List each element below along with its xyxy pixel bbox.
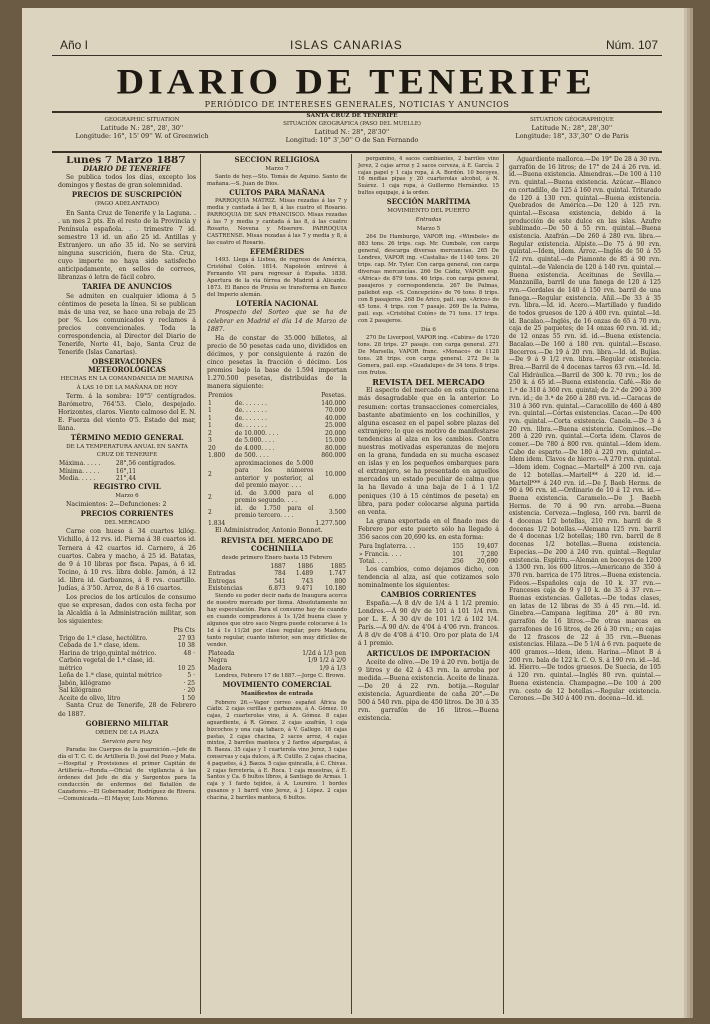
export-kilos: 19,407 bbox=[477, 543, 498, 551]
table-row bbox=[58, 657, 196, 665]
exchange-title: CAMBIOS CORRIENTES bbox=[380, 589, 477, 599]
temp-value: 28°,56 centígrados. bbox=[115, 460, 176, 468]
temp-label: Mínima. . . . . bbox=[59, 467, 100, 475]
subscription-title: PRECIOS DE SUSCRIPCIÓN bbox=[71, 190, 183, 200]
table-row bbox=[207, 505, 347, 520]
temp-label: Media. . . . . bbox=[59, 475, 96, 483]
cochi-cell: 784 bbox=[274, 570, 286, 578]
lottery-desc: id. de 3.000 para el premio segundo. . . . bbox=[234, 489, 314, 505]
gov-subtitle-2: Servicio para hoy bbox=[102, 738, 152, 745]
lottery-count: 1 bbox=[208, 399, 212, 407]
lottery-amount: 10.000 bbox=[325, 471, 346, 479]
table-row bbox=[207, 578, 347, 586]
table-row bbox=[58, 695, 196, 703]
price-label: Jabón, kilógramo bbox=[59, 679, 111, 687]
gov-text: Parada: los Cuerpos de la guarnición.—Jefe de día el T. C. C. de Artillería D. José del Pozo y Mata.—Hospital y Provisiones el primer Capitán de Artillería.—Ronda.—Oficial de vigilancia á las órdenes del Jefe de día y Sargentos para la conducción de enfermos del Batallón de Cazadores.—El Gobernador, Rodríguez de Rivera.—Comunicada.—El Mayor, Luis Moreno. bbox=[58, 746, 196, 802]
civil-date: Marzo 6 bbox=[115, 492, 139, 499]
lottery-amount: 860.000 bbox=[321, 452, 346, 460]
table-row bbox=[58, 460, 196, 468]
cochi-cell: 1.747 bbox=[328, 570, 346, 578]
meteo-title: OBSERVACIONES METEOROLÓGICAS bbox=[88, 357, 166, 375]
price-value bbox=[171, 657, 196, 665]
lottery-count: 1 bbox=[208, 422, 212, 430]
table-row bbox=[58, 680, 196, 688]
lottery-amount: 6.000 bbox=[328, 493, 346, 501]
lottery-desc: de. . . . . . . bbox=[234, 414, 267, 422]
lottery-amount: 15.000 bbox=[325, 437, 346, 445]
table-row bbox=[58, 665, 196, 673]
lottery-count: 1 bbox=[208, 407, 212, 415]
market-title: REVISTA DEL MERCADO bbox=[372, 377, 485, 388]
lottery-table bbox=[207, 392, 347, 527]
geo-center-lat: Latitud N.: 28°, 28'30'' bbox=[314, 128, 390, 136]
price-value: 1 50 bbox=[181, 694, 195, 702]
divider bbox=[52, 151, 662, 153]
table-row bbox=[58, 650, 196, 658]
table-row bbox=[207, 585, 347, 593]
column-3 bbox=[358, 156, 499, 1014]
lottery-head: Pesetas. bbox=[321, 392, 346, 400]
price-label: Harina de trigo,quintal métrico. bbox=[59, 649, 157, 657]
lottery-admin: El Administrador, Antonio Bonnet. bbox=[215, 527, 323, 535]
geo-left-lon: Longitude: 16°, 15' 09'' W. of Greenwich bbox=[75, 132, 209, 140]
issue-number: Núm. 107 bbox=[605, 38, 658, 52]
export-sacks: 101 bbox=[452, 550, 464, 558]
table-row bbox=[207, 422, 347, 430]
cochi-head: 1885 bbox=[330, 562, 346, 570]
table-row bbox=[58, 642, 196, 650]
lottery-count: 3 bbox=[208, 437, 212, 445]
lottery-amount: 25.000 bbox=[325, 422, 346, 430]
cochi-price-value: 1/9 á 1/3 bbox=[319, 664, 346, 672]
cochi-cell: Entregas bbox=[208, 577, 236, 585]
table-row bbox=[358, 558, 499, 566]
ephemerides-text: 1493. Llega á Lisboa, de regreso de América, Cristóbal Colón. 1814. Napoleón entrevé á Fernando VII para regresar á España. 1838. Apertura de la vía férrea de Madrid á Alicante. 1873. El Banco de Prusia se transforma en Banco del Imperio alemán. bbox=[207, 257, 347, 299]
cochinilla-table bbox=[207, 563, 347, 593]
prices-text: Carne con hueso á 34 cuartos kilóg. Vichillo, á 12 rvs. id. Pierna á 38 cuartos id. Ternera á 42 cuartos id. Carnero, á 26 cuartos. Cabra y macho, á 25 id. Batatas, de 9 á 10 libras por fisca. Papas, á 6 id. Tocino, á 10 rvs. libra doble. Jamón, á 12 id. libra id. Garbanzos, á 8 rvs. cuartillo. Judías, á 3'50. Arroz, de 8 á 16 cuartos. bbox=[58, 528, 196, 592]
ads-text: Se admiten en cualquier idioma á 5 céntimos de peseta la línea. Si se publican más de una vez, se hace una rebaja de 25 por %. Los comunicados y reclamos á precios convencionales. Toda la correspondencia, al Director del Diario de Tenerife, Norte 41, bajo, Santa Cruz de Tenerife (Islas Canarias). bbox=[58, 292, 196, 357]
cochi-price-label: Negra bbox=[208, 657, 228, 665]
table-row bbox=[58, 627, 196, 635]
maritime-entries: Entradas bbox=[415, 216, 442, 223]
price-value: 48 · bbox=[183, 649, 195, 657]
export-sacks: 256 bbox=[452, 558, 464, 566]
geo-center-title: SITUACIÓN GEOGRÁFICA (PASO DEL MUELLE) bbox=[283, 121, 421, 127]
cochi-cell: 9.471 bbox=[295, 585, 314, 593]
lottery-title: LOTERÍA NACIONAL bbox=[235, 299, 319, 309]
cochi-cell: 800 bbox=[334, 577, 346, 585]
export-table bbox=[358, 543, 499, 566]
religious-title: SECCIÓN RELIGIOSA bbox=[234, 156, 320, 164]
lottery-count: 2 bbox=[208, 508, 212, 516]
price-label: métrico bbox=[59, 664, 83, 672]
lottery-count: 1 bbox=[208, 414, 212, 422]
price-label: Sal kilógramo bbox=[59, 687, 102, 695]
cochi-price-label: Plateada bbox=[208, 649, 235, 657]
temp-value: 16°,11 bbox=[115, 467, 137, 475]
ads-title: TARIFA DE ANUNCIOS bbox=[82, 282, 172, 292]
table-row bbox=[58, 687, 196, 695]
export-label: » Francia. . . . bbox=[359, 550, 402, 558]
lottery-count: 2 bbox=[208, 471, 212, 479]
maritime-text-2: 270 De Liverpool, VAPOR ing. «Cabira» de 1720 tons. 28 trips. 27 pasaje. con carga general. 271 De Marsella, VAPOR franc. «Monaco» de 1128 tons. 28 trips. con carga general. 272 De la Gomera, pail. esp. «Guadalupe» de 34 tons. 8 trips. con frutos. bbox=[358, 335, 499, 377]
lottery-intro: Prospecto del Sorteo que se ha de celebrar en Madrid el día 14 de Marzo de 1887. bbox=[207, 309, 347, 333]
lottery-amount: 70.000 bbox=[325, 407, 346, 415]
temp-value: 21°,44 bbox=[115, 475, 137, 483]
cochi-head bbox=[207, 563, 259, 571]
commerce-subtitle: Manifiestos de entrada bbox=[241, 691, 313, 698]
cochinilla-text: Siendo su poder decir nada de Inaugura acerca de nuestro mercado por lioma. Absolutamente no hay especulación. Para el consumo hay de cuando en cuando compradores á 1s 1/2d buena clase y algunos que otro saco Negra puede colocarse á 1s 1d á 1s 11/2d por clase regular, pero Madera, tanto regular, cuanto inferior, son muy difíciles de vender. bbox=[207, 592, 347, 648]
religious-date: Marzo 7 bbox=[265, 166, 289, 173]
paper-name: DIARIO DE TENERIFE bbox=[83, 164, 171, 174]
lottery-desc: de 4.000. . . . bbox=[234, 444, 275, 452]
price-value: 10 38 bbox=[177, 642, 195, 650]
table-row bbox=[207, 400, 347, 408]
table-row bbox=[207, 452, 347, 460]
geo-right-title: SITUATION GÉOGRAPHIQUE bbox=[530, 117, 614, 123]
meteo-subtitle: HECHAS EN LA COMANDANCIA DE MARINA Á LAS 10 DE LA MAÑANA DE HOY bbox=[60, 376, 194, 391]
lottery-amount: 1.277.500 bbox=[315, 519, 346, 527]
geo-center-city: SANTA CRUZ DE TENERIFE bbox=[306, 113, 398, 119]
lottery-desc: id. de 1.750 para el premio tercero. . . . bbox=[234, 504, 314, 520]
cochi-cell: 541 bbox=[274, 577, 286, 585]
lottery-count: 20 bbox=[208, 444, 216, 452]
column-rule bbox=[351, 154, 352, 1014]
gov-title: GOBIERNO MILITAR bbox=[85, 718, 169, 728]
lottery-desc: de. . . . . . . bbox=[234, 407, 267, 415]
cochi-cell: Entradas bbox=[208, 570, 236, 578]
table-row bbox=[207, 415, 347, 423]
price-label: Cebada de 1.ª clase, idem. bbox=[59, 642, 140, 650]
year-label: Año I bbox=[60, 38, 89, 52]
column-2 bbox=[207, 156, 347, 1014]
lottery-desc: de. . . . . . . bbox=[234, 399, 267, 407]
cochi-cell: 743 bbox=[301, 577, 314, 585]
lottery-count: 2 bbox=[208, 493, 212, 501]
lottery-count: 2 bbox=[208, 429, 212, 437]
cochi-price-label: Madera bbox=[208, 664, 232, 672]
table-row bbox=[58, 635, 196, 643]
masthead: DIARIO DE TENERIFE bbox=[116, 62, 596, 102]
cochi-cell: 1.489 bbox=[295, 570, 314, 578]
exchange-text: España.—Á 8 d/v de 1/4 á 1 1/2 premio. Londres.—Á 90 d/v de 101 á 101 1/4 rvn. por L. E. Á 30 d/v de 101 1/2 á 102 1/4. París.—Á 90 d/v. de 4'04 á 4'06 rvn. francos. Á 8 d/v de 4'08 á 4'10. Oro por plata de 1/4 á 1 premio. bbox=[358, 600, 499, 648]
lottery-desc: de 10.000. . . . bbox=[234, 429, 279, 437]
cochi-price-value: 1/9 1/2 á 2/0 bbox=[307, 657, 346, 665]
market-text-3: Los cambios, como dejamos dicho, con tendencia al alza, así que cotizamos solo nominalmente los siguientes: bbox=[358, 565, 499, 589]
cults-title: CULTOS PARA MAÑANA bbox=[229, 188, 325, 198]
lottery-count: 1.834 bbox=[208, 519, 226, 527]
cochinilla-prices bbox=[207, 650, 347, 673]
cochinilla-sign: Londres, Febrero 17 de 1887.—Jorge C. Brown. bbox=[215, 673, 346, 680]
table-row bbox=[207, 570, 347, 578]
table-row bbox=[207, 407, 347, 415]
geo-right-lat: Latitude N.: 28°, 28',30'' bbox=[531, 124, 613, 132]
price-value: 10 25 bbox=[177, 664, 195, 672]
lottery-desc: de. . . . . . . bbox=[234, 422, 267, 430]
maritime-text: 264 De Hamburgo, VAPOR ing. «Wimbele» de 883 tons. 26 trips. cap. Mr. Cumbale, con carga general, descarga diversas mercancías. 265 De Londres, VAPOR ing. «Castalia» de 1140 tons. 20 trips. cap. Mr. Tyler. Con carga general, con carga diversas mercancías. 266 De Cádiz, VAPOR esp. «África» de 879 tons. 46 trips. con carga general, pasajeros y correspondencia. 267 De Palmas, pailebot esp. «S. Concepción» de 76 tons. 8 trips. con 8 pasajeros. 268 De Arico, pail. esp. «Arico» de 45 tons. 4 trips. con 7 pasaje. 269 De la Palma, pail. esp. «Cristóbal Colón» de 71 tons. 17 trips. con 2 pasajeros. bbox=[358, 234, 499, 325]
table-row bbox=[58, 672, 196, 680]
export-kilos: 20,690 bbox=[477, 558, 498, 566]
cochi-cell: 10.180 bbox=[325, 585, 346, 593]
table-row bbox=[207, 650, 347, 658]
price-label: Trigo de 1.ª clase, hectólitro. bbox=[59, 634, 148, 642]
column-rule bbox=[503, 154, 504, 1014]
region-label: ISLAS CANARIAS bbox=[290, 38, 403, 52]
commerce-text: Febrero 26.—Vapor correo español África de Cádiz. 2 cajas cerillas y garbanzos, á A. Gómez. 10 cajas, 2 cuarterolas vino, á A. Gómez. 8 cajas aguardiente, á R. Gómez. 2 cajas azafrán, 1 caja bizcochos y una caja tabaco, á V. Gallego. 18 cajas pastas, 2 cajas chacina, 2 sacos arroz, 4 cajas mixtos, 2 barriles manteca y 2 fardos alpargatas, á B. Baeza. 35 cajas y 1 cuarterola vino Jerez, 3 cajas conservas y caja dulces, á R. Cutillo. 2 cajas chacina, 4 paquetes, á J. Baeza. 5 cajas quincalla, á C. Chivas. 2 cajas ferretería, á E. Roca. 1 caja muestras, á E. Santos y Ca. 6 bultos libros, á Santiago de Armas. 1 caja y 1 fardo tejidos, á A. Loureiro. 1 bordes gusanos y 1 barril vino Jerez, á J. López. 2 cajas chacina, 2 barriles manteca, 6 bultos. bbox=[207, 699, 347, 801]
price-value: 5 · bbox=[187, 672, 195, 680]
cochinilla-subtitle: desde primero Enero hasta 15 Febrero bbox=[221, 554, 333, 561]
lottery-desc: aproximaciones de 5.000 para los números anterior y posterior, al del premio mayor. . . . bbox=[234, 459, 314, 490]
gov-subtitle: ORDEN DE LA PLAZA bbox=[95, 729, 159, 736]
price-label: Leña de 1.ª clase, quintal métrico bbox=[59, 672, 162, 680]
lottery-amount: 3.500 bbox=[328, 508, 346, 516]
table-row bbox=[207, 430, 347, 438]
maritime-title: SECCIÓN MARÍTIMA bbox=[386, 196, 471, 206]
civil-text: Nacimientos: 2—Defunciones: 2 bbox=[66, 501, 167, 509]
table-row bbox=[207, 392, 347, 400]
table-row bbox=[358, 543, 499, 551]
export-label: Total. . . . bbox=[359, 558, 388, 566]
lottery-count: 1.800 bbox=[208, 452, 226, 460]
lottery-desc: de 500. . . . bbox=[234, 452, 269, 460]
ephemerides-title: EFEMÉRIDES bbox=[249, 247, 305, 257]
maritime-date: Marzo 5 bbox=[416, 226, 441, 233]
price-label: Aceite de olivo, litro bbox=[59, 694, 121, 702]
cochi-head: 1886 bbox=[297, 562, 314, 570]
temp-subtitle: DE LA TEMPERATURA ANUAL EN SANTA CRUZ DE TENERIFE bbox=[66, 444, 188, 459]
lottery-amount: 40.000 bbox=[325, 414, 346, 422]
lottery-desc bbox=[234, 520, 315, 528]
market-text-2: La grana exportada en el finado mes de Febrero por este puerto sólo ha llegado á 356 sacos con 20,690 ks. en esta forma: bbox=[358, 517, 499, 542]
geo-center bbox=[252, 112, 452, 144]
subscription-text: En Santa Cruz de Tenerife y la Laguna. . . un mes 2 pts. En el resto de la Provincia y Península española. . . trimestre 7 id. semestre 13 id. un año 25 id. Antillas y Extranjero. un año 35 id. No se servirá ninguna suscrición, fuera de Sta. Cruz, cuyo importe no haya sido satisfecho anticipadamente, en sellos de correos, libranzas ó letra de fácil cobro. bbox=[58, 209, 196, 282]
prices-note: Los precios de los artículos de consumo que se expresan, dados con esta fecha por la Alcaldía á la Administración militar, son los siguientes: bbox=[58, 594, 196, 626]
column-rule bbox=[200, 154, 201, 1014]
cochinilla-title: REVISTA DEL MERCADO DE COCHINILLA bbox=[220, 535, 334, 553]
civil-title: REGISTRO CIVIL bbox=[93, 481, 161, 491]
prices-subtitle: DEL MERCADO bbox=[104, 520, 150, 527]
geo-right-lon: Longitude: 18°, 33',30'' O de Paris bbox=[515, 132, 629, 140]
table-row bbox=[207, 460, 347, 490]
imports-text: Aceite de olivo.—De 19 á 20 rvn. botija de 9 litros y de 42 á 43 rvn. la arroba por medida.—Buena existencia. Aceite de linaza.—De 20 á 22 rvn. botija.—Regular existencia. Aguardiente de caña 20°.—De 500 á 540 rvn. pipa de 450 litros. De 30 á 35 rvn. garrafón de 16 litros.—Buena existencia. bbox=[358, 658, 499, 723]
market-text: El aspecto del mercado en esta quincena más desagradable que en la anterior. Lo resumen: cortas transacciones comerciales, bastante abatimiento en los cochinillos, y alguna escasez en el papel sobre plazas del extranjero; lo que es motivo de manifestarse tendencias al alza en los cambios. Contra nuestras motivadas esperanzas de mejora en la grana, fundada en su mucha escasez en islas y en los pequeños embarques para el extranjero, se ha presentado en aquellos mercados un estado peculiar de calma que la ha llevado á una baja de 1 á 1 1/2 peniques (10 á 15 céntimos de peseta) en libra, para poder colocarse alguna partida en venta. bbox=[358, 387, 499, 516]
prices-title: PRECIOS CORRIENTES bbox=[80, 509, 174, 519]
religious-saints: Santo de hoy.—Sto. Tomás de Aquino. Santo de mañana.—S. Juan de Dios. bbox=[207, 174, 347, 188]
prices-sign: Santa Cruz de Tenerife, 28 de Febrero de 1887. bbox=[58, 702, 196, 718]
table-row bbox=[207, 445, 347, 453]
geo-center-lon: Longitud: 10° 3',50'' O de San Fernando bbox=[285, 136, 419, 144]
divider bbox=[52, 55, 662, 56]
lottery-head: Premios bbox=[208, 392, 233, 400]
maritime-subtitle: MOVIMIENTO DEL PUERTO bbox=[387, 207, 470, 214]
newspaper-page bbox=[22, 8, 684, 1018]
lottery-text: Ha de constar de 35.000 billetes, al precio de 50 pesetas cada uno, divididos en décimos, y por consiguiente á razón de cinco pesetas la fracción ó décimo. Los premios bajo la base de 1.594 importan 1.270.500 pesetas, distribuidas de la manera siguiente: bbox=[207, 334, 347, 391]
lottery-amount: 80.000 bbox=[325, 444, 346, 452]
geo-left-lat: Latitude N.: 28°, 28', 30'' bbox=[100, 124, 184, 132]
export-sacks: 155 bbox=[452, 543, 464, 551]
price-value: 27 93 bbox=[177, 634, 195, 642]
cochi-price-value: 1/2d á 1/3 pen bbox=[302, 649, 346, 657]
prices-cols: Pts Cts bbox=[173, 627, 195, 635]
temp-label: Máxima. . . . . bbox=[59, 460, 101, 468]
lottery-desc: de 5.000. . . . bbox=[234, 437, 275, 445]
table-row bbox=[358, 551, 499, 559]
column-4 bbox=[509, 156, 661, 1014]
export-label: Para Inglaterra. . . bbox=[359, 543, 416, 551]
cochi-cell: Existencias bbox=[208, 585, 243, 593]
temp-title: TÉRMINO MEDIO GENERAL bbox=[70, 433, 184, 443]
issue-date: Lunes 7 Marzo 1887 bbox=[66, 156, 186, 166]
cults-text: PARROQUIA MATRIZ. Misas rezadas á las 7 y media y cantada á las 8, á las cuatro el Rosario. PARROQUIA DE SAN FRANCISCO. Misas rezadas á las 7 y media y cantada á las 8, á las cuatro Rosario, Novena y Miserere. PARROQUIA CASTRENSE. Misas rezadas á las 7 y media y 8, á las cuatro el Rosario. bbox=[207, 198, 347, 247]
column-1 bbox=[58, 156, 196, 1014]
price-value: · 25 bbox=[183, 679, 195, 687]
temp-table bbox=[58, 460, 196, 483]
table-row bbox=[207, 665, 347, 673]
cochi-head: 1887 bbox=[270, 562, 286, 570]
table-row bbox=[207, 437, 347, 445]
price-label: Carbón vegetal de 1.ª clase, id. bbox=[59, 657, 155, 665]
maritime-date-2: Día 6 bbox=[421, 327, 436, 334]
header-top-line bbox=[60, 38, 658, 54]
table-row bbox=[207, 657, 347, 665]
prices-table bbox=[58, 627, 196, 702]
imports-list: Aguardiente mallorca.—De 19° De 28 á 30 rvn. garrafón de 16 litros; de 17° de 24 á 26 rvn. id. id.—Buena existencia. Almendras.—De 100 á 110 rvn. quintal.—Buena existencia. Azúcar.—Blanco en cortadillo, de 125 á 160 rvn. quintal. Triturado de 120 á 130 rvn. quintal.—Buena existencia. Quebrados de América.—De 120 á 125 rvn. quintal.—Escasa existencia, debido á la producción de este dulce en las islas. Azufre sublimado.—De 50 á 55 rvn. quintal.—Buena existencia. Azafrán.—De 260 á 280 rvn. libra.—Regular existencia. Alpiste.—De 75 á 90 rvn. quintal.—Idem, idem. Arroz.—Inglés de 50 á 55 1/2 rvn. quintal.—de Piamonte de 85 á 90 rvn. quintal.—de Valencia de 120 á 140 rvn. quintal.—Buena existencia. Aceitunas de Sevilla.—Manzanilla, barril de una fanega de 120 á 125 rvn.—Gordales de 140 á 150 rvn. barril de una fanega.—Regular existencia. Añil.—De 33 á 35 rvn. libra.—Id. id. Acero.—Martillado y fundido de todos gruesos de 120 á 400 rvn. quintal.—Id. id. Bacalao.—Inglés, de 16 onzas de 65 á 70 rvn. caja de 25 paquetes; de 14 onzas 60 rvn. id. id.; de 12 onzas 55 rvn. id. id.—Buena existencia. Bacalao.—De 160 á 180 rvn. quintal.—Escaso. Becerros.—De 19 á 20 rvn. libra.—Id. id. Bujías.—De 9 á 9 1/2 rvn. libra.—Regular existencia. Brea.—Barril de 4 docenas tarros 63 rvn.—Id. Id. Cal Hidráulica.—Barril de 300 k. 70 rvn.; los de 250 k. á 65 id.—Buena existencia. Café.—Río de 1.ª de 310 á 360 rvn. quintal; de 2.ª de 290 á 300 rvn. id.; de 3.ª de 260 á 280 rvn. id.—Caracas de 310 á 360 rvn. quintal.—Caracolillo de 460 á 480 rvn. quintal.—Cortas existencias. Cacao.—De 400 rvn. quintal.—Corta existencia. Canela.—De 3 á 20 rvn. libra.—Buena existencia. Cominos.—De 200 á 220 rvn. quintal.—Corta idem. Clavos de comer.—De 780 á 800 rvn. quintal.—Idem idem. Cabo de esparto.—De 180 á 220 rvn. quintal.—Idem idem. Clavos de hierro.—A 270 rvn. quintal.—Idem idem. Cognac.—Martell* á 200 rvn. caja de 12 botellas.—Martell** á 220 id. id.—Martell*** á 240 rvn. id.—De J. Baeb Herms. de 90 á 96 rvn. id.—Ordinario de 10 á 12 rvn. id.—Buena existencia. Caramelo.—De J. Baebh Herms. de 70 á 90 rvn. arroba.—Buena existencia. Cerveza.—Inglesa, 160 rvn. barril de 4 docenas 1/2 botellas, 210 rvn. barril de 8 docenas 1/2 botellas.—Alemana 125 rvn. barril de 4 docenas 1/2 botellas; 180 rvn. barril de 8 docenas 1/2 botellas.—Buena existencia. Especias.—De 200 á 240 rvn. quintal.—Regular existencia. Espíritu.—Alemán en bocoyes de 1200 á 1300 rvn. los 600 litros.—Americano de 350 á 370 rvn. barrica de 175 litros.—Buena existencia. Fideos.—Españoles caja de 10 k. 37 rvn.—Franceses caja de 9 y 10 k. de 35 á 37 rvn.—Buenas existencias. Galletas.—De todas clases, en latas de 12 libras de 35 á 45 rvn.—Id. id. Ginebra.—Campana legítima 20° á 80 rvn. garrafón de 16 litros.—De otras marcas en garrafones de 16 litros, de 26 á 30 rvn.; en cajas de 12 frascos de 22 á 35 rvn.—Buenas existencias. Hilaza.—De 5 1/4 á 6 rvn. paquete de 400 gramos.—Idem, idem. Harina.—Minot B á 200 rvn. bala de 122 k. C. O. S. á 190 rvn. id.—Id. id. Hierro.—De todos gruesos. De Suecia, de 105 á 120 rvn. quintal.—Inglés 80 rvn. quintal.—Buena existencia. Champagne.—De 100 á 200 rvn. cesto de 12 botellas.—Regular existencia. Cerones.—De 340 á 400 rvn. docena—Id. id. bbox=[509, 156, 661, 703]
commerce-title: MOVIMIENTO COMERCIAL bbox=[222, 680, 332, 690]
export-kilos: 7,280 bbox=[480, 550, 498, 558]
meteo-text: Term. á la sombra: 19°5' centígrados. Barómetro, 764'53. Cielo, despejado. Horizontes, claros. Viento calmoso del E. N. E. Fuerza del viento 0'5. Estado del mar, llana. bbox=[58, 392, 196, 432]
geo-left bbox=[52, 116, 232, 140]
imports-title: ARTICULOS DE IMPORTACION bbox=[366, 648, 491, 658]
subscription-subtitle: (PAGO ADELANTADO) bbox=[94, 201, 160, 208]
subtitle: PERIÓDICO DE INTERESES GENERALES, NOTICIAS Y ANUNCIOS bbox=[204, 100, 510, 109]
geo-left-title: GEOGRAPHIC SITUATION bbox=[104, 117, 180, 123]
table-row bbox=[58, 468, 196, 476]
price-value: · 20 bbox=[183, 687, 195, 695]
table-row bbox=[207, 563, 347, 571]
lottery-amount: 20.000 bbox=[325, 429, 346, 437]
intro-text: Se publica todos los días, excepto los domingos y fiestas de gran solemnidad. bbox=[58, 174, 196, 190]
table-row bbox=[207, 520, 347, 528]
geo-right bbox=[482, 116, 662, 140]
continued-text: pergamino, 4 sacos cambiantes, 2 barriles vino Jerez, 2 cajas arroz y 2 sacos cerveza, á E. García. 2 cajas papel y 1 caja ropa, á A. Bordón. 10 bocoyes, 16 medias pipas y 20 cuarterolas alcohol, á N. Suárez. 1 caja ropa, á Guillermo Hernández. 15 bultos equipaje, á la orden. bbox=[358, 156, 499, 196]
cochi-cell: 6.873 bbox=[268, 585, 286, 593]
table-row bbox=[207, 490, 347, 505]
lottery-amount: 140.000 bbox=[321, 399, 346, 407]
